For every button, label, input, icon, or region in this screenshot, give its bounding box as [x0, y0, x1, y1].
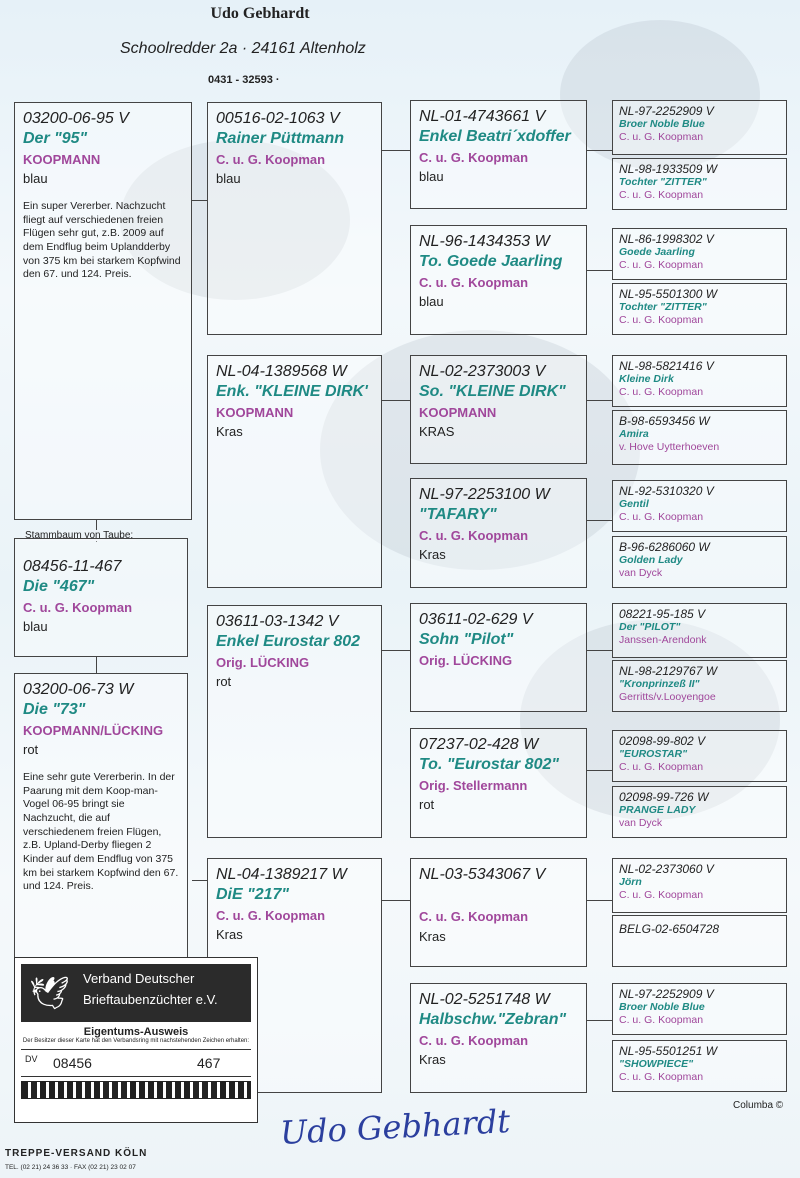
pigeon-name: Broer Noble Blue	[619, 1001, 705, 1014]
card-ring-number	[21, 1049, 251, 1077]
ownership-card	[14, 957, 258, 1123]
gg-grandparent-box	[612, 228, 787, 280]
ring-number: NL-97-2252909 V	[619, 104, 714, 118]
ring-number: NL-92-5310320 V	[619, 484, 714, 498]
ring-number: 03200-06-73 W	[23, 681, 134, 698]
breeder: KOOPMANN	[23, 151, 101, 167]
connector-line	[587, 650, 612, 651]
connector-line	[382, 150, 410, 151]
connector-line	[587, 1020, 612, 1021]
breeder: van Dyck	[619, 566, 663, 579]
grandparent-box	[207, 605, 382, 838]
pigeon-name: Enkel Beatri´xdoffer	[419, 128, 571, 145]
pigeon-name: "Kronprinzeß II"	[619, 678, 700, 691]
ring-number: NL-98-2129767 W	[619, 664, 718, 678]
org-name-line1: Verband Deutscher	[83, 971, 195, 986]
card-fine-print: Der Besitzer dieser Karte hat den Verbandsring mit nachstehenden Zeichen erhalten:	[22, 1038, 250, 1044]
color: KRAS	[419, 424, 455, 440]
connector-line	[587, 270, 612, 271]
gg-grandparent-box	[612, 786, 787, 838]
grandparent-box	[207, 102, 382, 335]
color: blau	[23, 171, 48, 187]
pigeon-name: Der "PILOT"	[619, 621, 681, 634]
great-grandparent-box	[410, 225, 587, 335]
breeder: C. u. G. Koopman	[619, 385, 704, 398]
card-pattern-strip	[21, 1081, 251, 1099]
ring-number: NL-97-2252909 V	[619, 987, 714, 1001]
description: Eine sehr gute Vererberin. In der Paarung mit dem Koop-man-Vogel 06-95 bringt sie Nachzucht, die auf verschiedenem freien Flügen, z.B. Upland-Derby fliegen 2 Kinder auf dem Endflug von 375 km bei starkem Kopfwind den 67. und 124. Preis.	[23, 771, 179, 893]
ring-number: 03611-03-1342 V	[216, 613, 339, 630]
pigeon-name: DiE "217"	[216, 886, 289, 903]
breeder: C. u. G. Koopman	[619, 130, 704, 143]
owner-address: Schoolredder 2a · 24161 Altenholz	[120, 40, 366, 57]
breeder: Gerritts/v.Looyengoe	[619, 690, 716, 703]
pigeon-name: "TAFARY"	[419, 506, 497, 523]
ring-number: NL-98-1933509 W	[619, 162, 718, 176]
pigeon-name: PRANGE LADY	[619, 804, 696, 817]
ring-number: NL-98-5821416 V	[619, 359, 714, 373]
org-name-line2: Brieftaubenzüchter e.V.	[83, 992, 218, 1007]
pigeon-name: Kleine Dirk	[619, 373, 674, 386]
credit-text: Columba ©	[733, 1100, 784, 1111]
breeder: C. u. G. Koopman	[619, 188, 704, 201]
description: Ein super Vererber. Nachzucht fliegt auf verschiedenen freien Flügen sehr gut, z.B. 2009 auf dem Endflug beim Uplandderby von 375 km bei starkem Kopfwind den 67. und 124. Preis.	[23, 200, 181, 281]
connector-line	[192, 200, 207, 201]
connector-line	[587, 150, 612, 151]
pigeon-name: Gentil	[619, 498, 649, 511]
great-grandparent-box	[410, 603, 587, 712]
ring-number: NL-95-5501300 W	[619, 287, 718, 301]
color: blau	[216, 171, 241, 187]
owner-phone: 0431 - 32593 ·	[208, 74, 280, 86]
ring-number-left: 08456	[53, 1055, 92, 1072]
breeder: C. u. G. Koopman	[419, 1032, 529, 1048]
great-grandparent-box	[410, 100, 587, 209]
connector-line	[587, 770, 612, 771]
color: blau	[419, 294, 444, 310]
ring-number: 08221-95-185 V	[619, 607, 706, 621]
gg-grandparent-box	[612, 730, 787, 782]
breeder: Orig. Stellermann	[419, 777, 528, 793]
color: rot	[216, 674, 232, 690]
pigeon-name: Tochter "ZITTER"	[619, 176, 707, 189]
color: Kras	[216, 424, 243, 440]
breeder: C. u. G. Koopman	[419, 274, 529, 290]
pigeon-logo-icon: 🕊	[29, 975, 70, 1011]
ring-number: BELG-02-6504728	[619, 922, 720, 936]
great-grandparent-box	[410, 858, 587, 967]
breeder: C. u. G. Koopman	[619, 1013, 704, 1026]
gg-grandparent-box	[612, 100, 787, 155]
breeder: KOOPMANN	[419, 404, 497, 420]
ring-number: 03611-02-629 V	[419, 611, 533, 628]
ring-number: 00516-02-1063 V	[216, 110, 340, 127]
color: blau	[419, 169, 444, 185]
gg-grandparent-box	[612, 660, 787, 712]
ring-number: NL-02-2373003 V	[419, 363, 546, 380]
ring-number: 03200-06-95 V	[23, 110, 129, 127]
ring-number: 08456-11-467	[23, 558, 122, 575]
gg-grandparent-box	[612, 283, 787, 335]
connector-line	[382, 650, 410, 651]
gg-grandparent-box	[612, 915, 787, 967]
breeder: C. u. G. Koopman	[619, 258, 704, 271]
gg-grandparent-box	[612, 355, 787, 407]
ring-number: NL-04-1389217 W	[216, 866, 347, 883]
great-grandparent-box	[410, 983, 587, 1093]
color: blau	[23, 619, 48, 635]
ring-number: NL-02-5251748 W	[419, 991, 550, 1008]
pigeon-name: "SHOWPIECE"	[619, 1058, 694, 1071]
connector-line	[192, 880, 207, 881]
breeder: C. u. G. Koopman	[619, 313, 704, 326]
pigeon-name: Die "73"	[23, 701, 86, 718]
footer-contact: TEL. (02 21) 24 36 33 · FAX (02 21) 23 02 07	[5, 1164, 136, 1171]
pigeon-name: To. Goede Jaarling	[419, 253, 563, 270]
connector-line	[382, 900, 410, 901]
ring-number: B-98-6593456 W	[619, 414, 710, 428]
pigeon-name: Enk. "KLEINE DIRK'	[216, 383, 368, 400]
pigeon-name: Goede Jaarling	[619, 246, 695, 259]
breeder: KOOPMANN	[216, 404, 294, 420]
pigeon-name: Tochter "ZITTER"	[619, 301, 707, 314]
breeder: C. u. G. Koopman	[23, 599, 133, 615]
ring-number: NL-95-5501251 W	[619, 1044, 718, 1058]
ring-number: NL-03-5343067 V	[419, 866, 546, 883]
breeder: Orig. LÜCKING	[216, 654, 310, 670]
ring-number: 02098-99-802 V	[619, 734, 706, 748]
gg-grandparent-box	[612, 983, 787, 1035]
pedigree-label: Stammbaum von Taube:	[22, 530, 136, 541]
color: rot	[419, 797, 435, 813]
ring-number: NL-02-2373060 V	[619, 862, 714, 876]
pigeon-name: Golden Lady	[619, 554, 683, 567]
color: rot	[23, 742, 39, 758]
pigeon-name: Halbschw."Zebran"	[419, 1011, 567, 1028]
grandparent-box	[207, 355, 382, 588]
dv-label: DV	[25, 1054, 38, 1065]
pigeon-name: Enkel Eurostar 802	[216, 633, 361, 650]
pigeon-name: "EUROSTAR"	[619, 748, 688, 761]
breeder: C. u. G. Koopman	[419, 149, 529, 165]
pigeon-name: Amira	[619, 428, 649, 441]
breeder: C. u. G. Koopman	[619, 760, 704, 773]
breeder: C. u. G. Koopman	[419, 909, 529, 924]
breeder: C. u. G. Koopman	[419, 527, 529, 543]
ring-number: NL-97-2253100 W	[419, 486, 550, 503]
pigeon-name: Die "467"	[23, 578, 95, 595]
breeder: KOOPMANN/LÜCKING	[23, 722, 164, 738]
gg-grandparent-box	[612, 1040, 787, 1092]
pigeon-name	[419, 885, 578, 907]
gg-grandparent-box	[612, 536, 787, 588]
great-grandparent-box	[410, 478, 587, 588]
footer-company: TREPPE-VERSAND KÖLN	[5, 1148, 148, 1159]
color: Kras	[216, 927, 243, 943]
pigeon-name: Broer Noble Blue	[619, 118, 705, 131]
ring-number: NL-01-4743661 V	[419, 108, 546, 125]
breeder: C. u. G. Koopman	[216, 907, 326, 923]
sire-box	[14, 102, 192, 520]
breeder: Janssen-Arendonk	[619, 633, 707, 646]
breeder: Orig. LÜCKING	[419, 652, 513, 668]
connector-line	[587, 400, 612, 401]
gg-grandparent-box	[612, 158, 787, 210]
owner-name: Udo Gebhardt	[210, 5, 310, 22]
breeder: C. u. G. Koopman	[619, 888, 704, 901]
color: Kras	[419, 928, 446, 944]
gg-grandparent-box	[612, 858, 787, 913]
ring-number: NL-04-1389568 W	[216, 363, 347, 380]
card-title: Eigentums-Ausweis	[83, 1026, 189, 1038]
pigeon-name: Der "95"	[23, 130, 88, 147]
gg-grandparent-box	[612, 603, 787, 658]
ring-number-right: 467	[197, 1055, 221, 1072]
subject-box	[14, 538, 188, 657]
ring-number: 07237-02-428 W	[419, 736, 539, 753]
card-header	[21, 964, 251, 1022]
pigeon-name: So. "KLEINE DIRK"	[419, 383, 566, 400]
connector-line	[587, 520, 612, 521]
breeder: van Dyck	[619, 816, 663, 829]
gg-grandparent-box	[612, 480, 787, 532]
pigeon-name: Sohn "Pilot"	[419, 631, 514, 648]
breeder: C. u. G. Koopman	[619, 510, 704, 523]
breeder: v. Hove Uytterhoeven	[619, 440, 720, 453]
connector-line	[587, 900, 612, 901]
pigeon-name: To. "Eurostar 802"	[419, 756, 559, 773]
pigeon-name: Jörn	[619, 876, 642, 889]
breeder: C. u. G. Koopman	[619, 1070, 704, 1083]
ring-number: 02098-99-726 W	[619, 790, 709, 804]
ring-number: B-96-6286060 W	[619, 540, 710, 554]
gg-grandparent-box	[612, 410, 787, 465]
great-grandparent-box	[410, 355, 587, 464]
connector-line	[382, 400, 410, 401]
color: Kras	[419, 547, 446, 563]
dam-box	[14, 673, 188, 963]
breeder: C. u. G. Koopman	[216, 151, 326, 167]
color: Kras	[419, 1052, 446, 1068]
ring-number: NL-86-1998302 V	[619, 232, 714, 246]
signature: Udo Gebhardt	[279, 1102, 512, 1152]
pigeon-name: Rainer Püttmann	[216, 130, 345, 147]
ring-number: NL-96-1434353 W	[419, 233, 550, 250]
connector-line	[96, 657, 97, 673]
great-grandparent-box	[410, 728, 587, 838]
